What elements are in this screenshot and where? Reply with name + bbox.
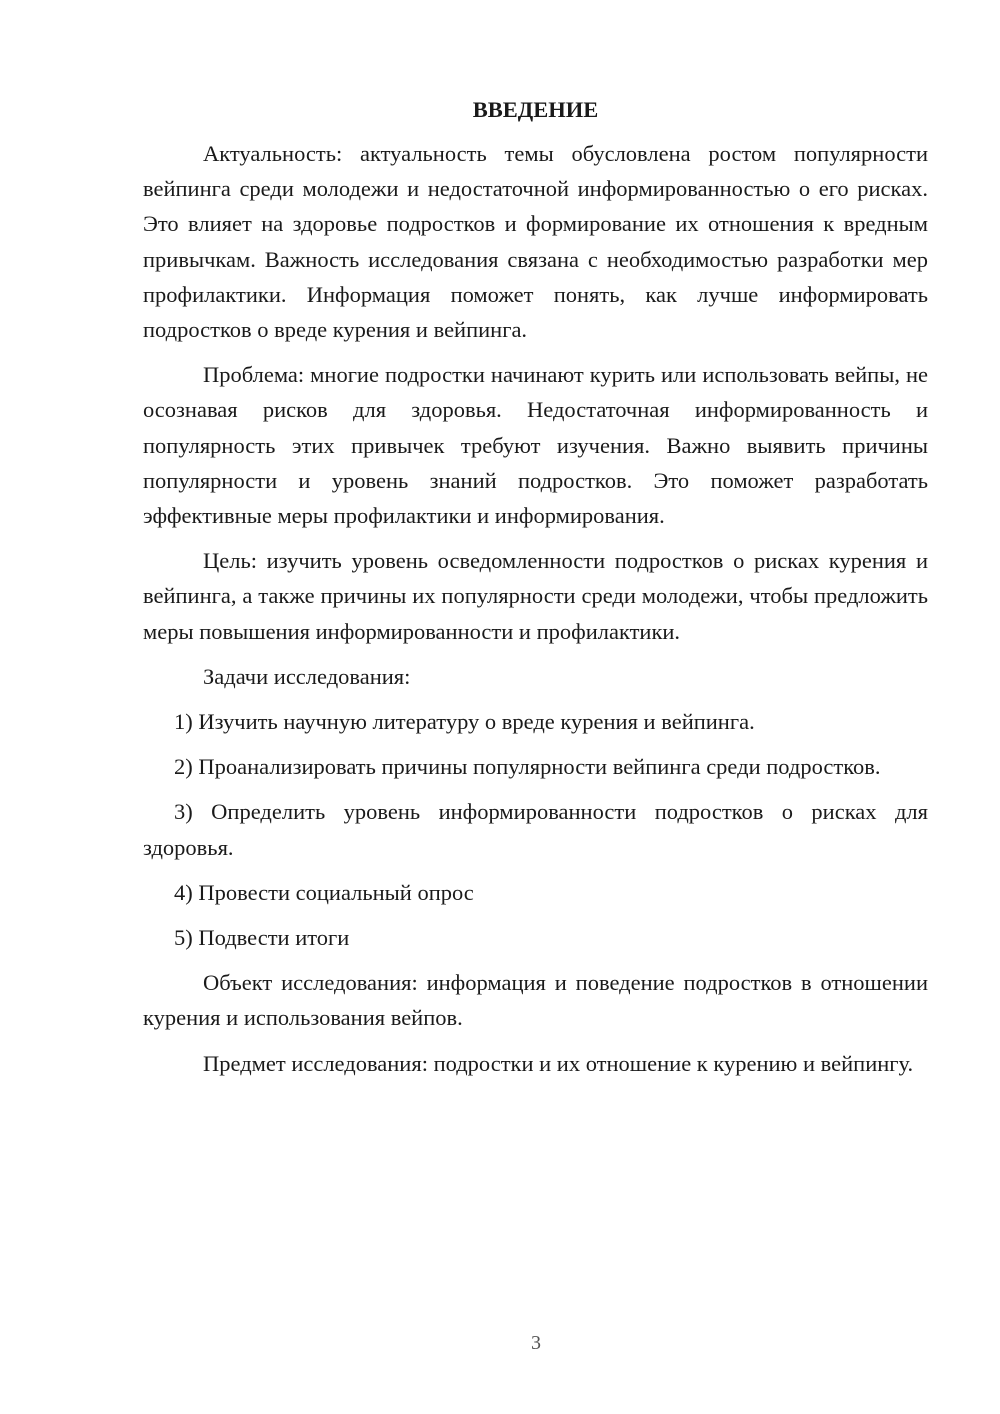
subject-paragraph: Предмет исследования: подростки и их отношение к курению и вейпингу. <box>203 1050 914 1076</box>
section-heading: ВВЕДЕНИЕ <box>472 97 599 122</box>
task-item-5: 5) Подвести итоги <box>174 925 350 951</box>
task-item-3: 3) Определить уровень информированности подростков о рисках для здоровья. <box>143 799 928 860</box>
relevance-paragraph: Актуальность: актуальность темы обусловлена ростом популярности вейпинга среди молодежи и недостаточной информированностью о его рисках. Это влияет на здоровье подростков и формирование их отношения к вредным привычкам. Важность исследования связана с необходимостью разработки мер профилактики. Информация поможет понять, как лучше информировать подростков о вреде курения и вейпинга. <box>143 141 928 343</box>
page-content <box>143 94 928 1091</box>
task-item-2: 2) Проанализировать причины популярности вейпинга среди подростков. <box>174 754 881 780</box>
page-number: 3 <box>531 1332 541 1354</box>
task-item-1: 1) Изучить научную литературу о вреде курения и вейпинга. <box>174 709 755 735</box>
tasks-title: Задачи исследования: <box>203 663 411 689</box>
goal-paragraph: Цель: изучить уровень осведомленности подростков о рисках курения и вейпинга, а также причины их популярности среди молодежи, чтобы предложить меры повышения информированности и профилактики. <box>143 548 928 644</box>
object-paragraph: Объект исследования: информация и поведение подростков в отношении курения и использования вейпов. <box>143 970 928 1031</box>
problem-paragraph: Проблема: многие подростки начинают курить или использовать вейпы, не осознавая рисков для здоровья. Недостаточная информированность и популярность этих привычек требуют изучения. Важно выявить причины популярности и уровень знаний подростков. Это поможет разработать эффективные меры профилактики и информирования. <box>143 362 928 529</box>
task-item-4: 4) Провести социальный опрос <box>174 879 474 905</box>
